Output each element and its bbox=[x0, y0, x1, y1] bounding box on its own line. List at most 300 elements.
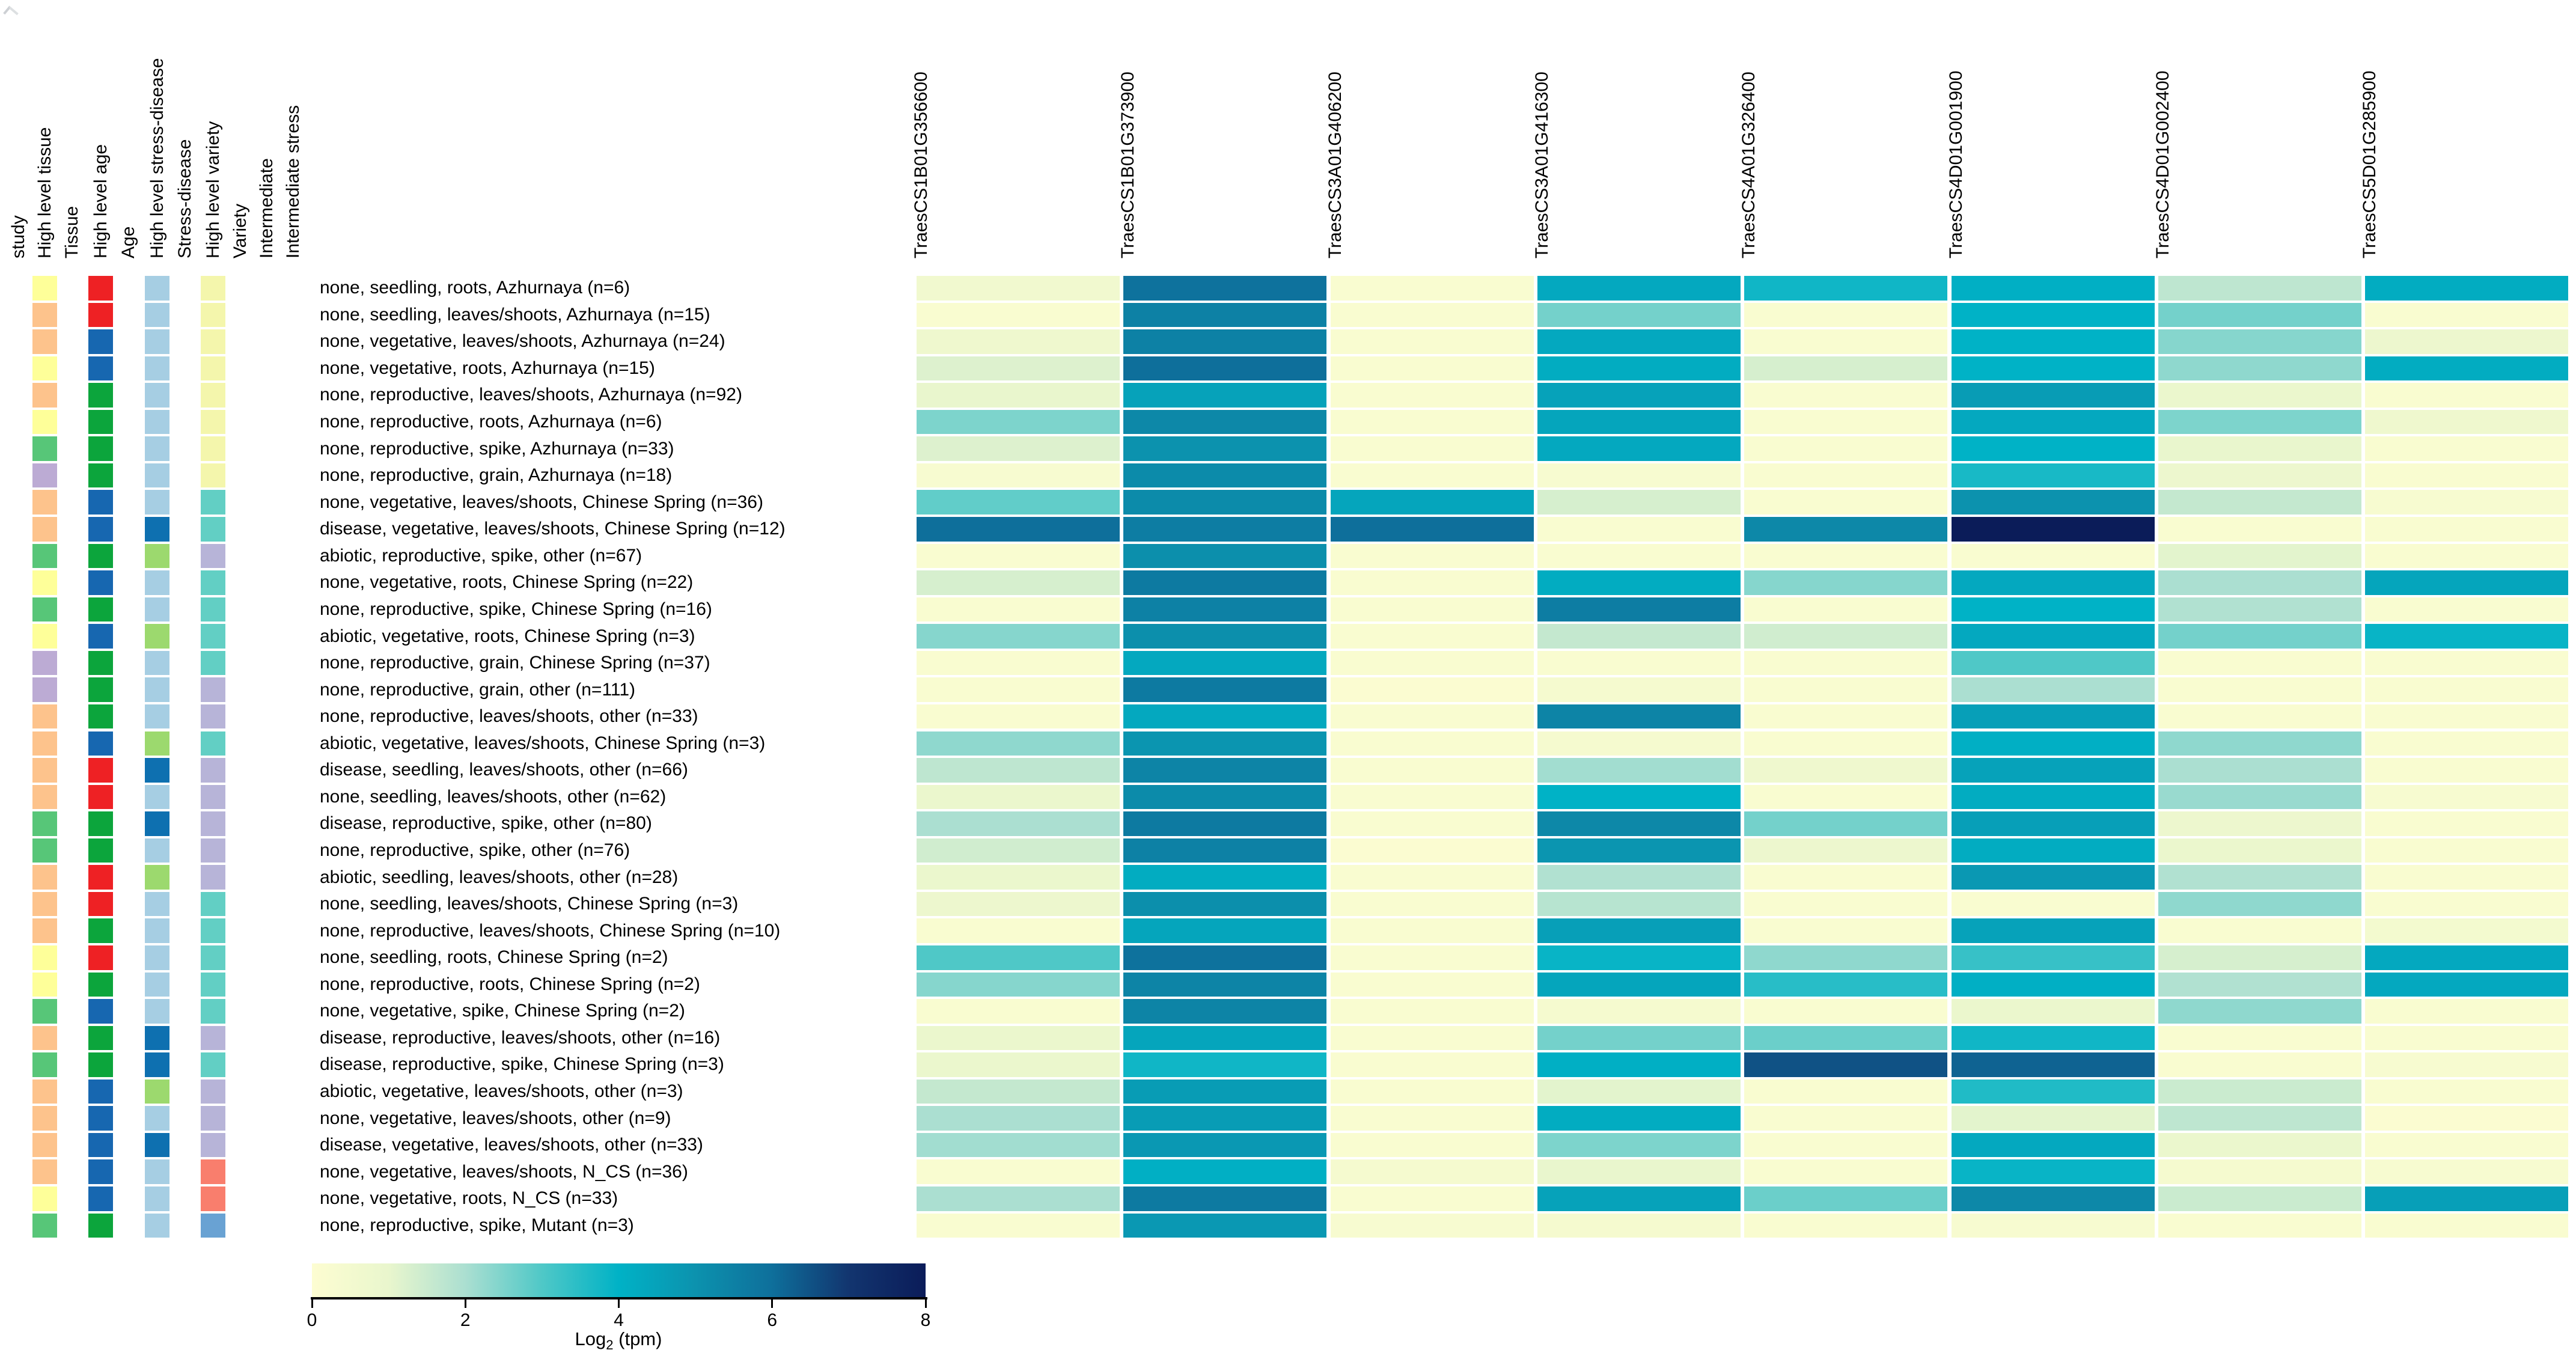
annotation-swatch-high-level-age bbox=[88, 490, 113, 515]
annotation-swatch-high-level-tissue bbox=[32, 1186, 57, 1211]
annotation-swatch-high-level-variety bbox=[201, 544, 225, 569]
heatmap-cell bbox=[1537, 329, 1741, 354]
heatmap-cell bbox=[1952, 892, 2155, 917]
annotation-swatch-high-level-age bbox=[88, 704, 113, 729]
heatmap-cell bbox=[1744, 1186, 1947, 1211]
heatmap-cell bbox=[1744, 1159, 1947, 1184]
annotation-swatch-high-level-tissue bbox=[32, 704, 57, 729]
heatmap-cell bbox=[1123, 276, 1326, 301]
heatmap-cell bbox=[1952, 517, 2155, 542]
colorbar-tick bbox=[771, 1297, 773, 1308]
heatmap-cell bbox=[917, 544, 1120, 569]
heatmap-cell bbox=[917, 1052, 1120, 1077]
heatmap-cell bbox=[2158, 1159, 2361, 1184]
heatmap-cell bbox=[1123, 1080, 1326, 1104]
heatmap-cell bbox=[1952, 436, 2155, 461]
heatmap-cell bbox=[2158, 383, 2361, 408]
annotation-swatch-high-level-age bbox=[88, 570, 113, 595]
row-label: disease, vegetative, leaves/shoots, Chinese Spring (n=12) bbox=[320, 519, 786, 539]
heatmap-cell bbox=[1537, 892, 1741, 917]
annotation-swatch-high-level-age bbox=[88, 1052, 113, 1077]
annotation-swatch-high-level-stress-disease bbox=[145, 651, 169, 676]
annotation-swatch-high-level-stress-disease bbox=[145, 624, 169, 649]
heatmap-cell bbox=[917, 1214, 1120, 1238]
heatmap-cell bbox=[1744, 945, 1947, 970]
annotation-swatch-high-level-age bbox=[88, 624, 113, 649]
heatmap-cell bbox=[2365, 329, 2568, 354]
heatmap-cell bbox=[1952, 945, 2155, 970]
heatmap-cell bbox=[1952, 1080, 2155, 1104]
heatmap-cell bbox=[1123, 329, 1326, 354]
annotation-swatch-high-level-tissue bbox=[32, 918, 57, 943]
annotation-swatch-high-level-age bbox=[88, 811, 113, 836]
annotation-swatch-high-level-age bbox=[88, 383, 113, 408]
heatmap-cell bbox=[1537, 463, 1741, 488]
annotation-swatch-high-level-variety bbox=[201, 999, 225, 1024]
heatmap-cell bbox=[1537, 490, 1741, 515]
heatmap-cell bbox=[1952, 463, 2155, 488]
annotation-column-label: Stress-disease bbox=[175, 139, 195, 258]
heatmap-cell bbox=[2158, 624, 2361, 649]
heatmap-cell bbox=[1952, 758, 2155, 783]
annotation-swatch-high-level-age bbox=[88, 731, 113, 756]
row-label: none, seedling, roots, Azhurnaya (n=6) bbox=[320, 278, 630, 298]
heatmap-cell bbox=[2158, 838, 2361, 863]
heatmap-cell bbox=[1744, 999, 1947, 1024]
annotation-swatch-high-level-age bbox=[88, 973, 113, 997]
heatmap-cell bbox=[2158, 276, 2361, 301]
heatmap-cell bbox=[1331, 838, 1534, 863]
heatmap-cell bbox=[1744, 517, 1947, 542]
row-label: none, vegetative, leaves/shoots, Azhurnaya (n=24) bbox=[320, 331, 725, 352]
annotation-swatch-high-level-stress-disease bbox=[145, 677, 169, 702]
annotation-swatch-high-level-variety bbox=[201, 1080, 225, 1104]
heatmap-cell bbox=[1331, 1133, 1534, 1158]
annotation-swatch-high-level-variety bbox=[201, 651, 225, 676]
heatmap-cell bbox=[1537, 303, 1741, 328]
annotation-swatch-high-level-stress-disease bbox=[145, 1080, 169, 1104]
heatmap-cell bbox=[1952, 1186, 2155, 1211]
colorbar-tick bbox=[618, 1297, 620, 1308]
heatmap-cell bbox=[1744, 785, 1947, 810]
heatmap-cell bbox=[1952, 651, 2155, 676]
annotation-swatch-high-level-variety bbox=[201, 276, 225, 301]
heatmap-cell bbox=[1537, 1106, 1741, 1131]
heatmap-cell bbox=[1123, 544, 1326, 569]
annotation-column-label: High level age bbox=[91, 144, 111, 258]
annotation-swatch-high-level-stress-disease bbox=[145, 329, 169, 354]
heatmap-cell bbox=[2158, 436, 2361, 461]
heatmap-cell bbox=[1331, 383, 1534, 408]
heatmap-cell bbox=[1744, 1080, 1947, 1104]
heatmap-cell bbox=[1123, 1106, 1326, 1131]
heatmap-cell bbox=[1537, 410, 1741, 435]
heatmap-cell bbox=[1952, 570, 2155, 595]
heatmap-cell bbox=[1744, 1214, 1947, 1238]
annotation-column-label: High level stress-disease bbox=[147, 58, 167, 258]
annotation-swatch-high-level-variety bbox=[201, 811, 225, 836]
heatmap-cell bbox=[1537, 570, 1741, 595]
annotation-swatch-high-level-tissue bbox=[32, 1026, 57, 1051]
row-label: disease, reproductive, leaves/shoots, other (n=16) bbox=[320, 1027, 721, 1048]
row-label: abiotic, vegetative, leaves/shoots, other (n=3) bbox=[320, 1081, 683, 1102]
row-label: abiotic, seedling, leaves/shoots, other (n=28) bbox=[320, 867, 679, 887]
annotation-swatch-high-level-tissue bbox=[32, 731, 57, 756]
heatmap-cell bbox=[2158, 892, 2361, 917]
heatmap-cell bbox=[917, 303, 1120, 328]
heatmap-cell bbox=[1952, 838, 2155, 863]
colorbar-tick-label: 2 bbox=[460, 1310, 471, 1330]
heatmap-cell bbox=[2158, 973, 2361, 997]
corner-artifact bbox=[3, 5, 19, 20]
row-label: none, reproductive, spike, Azhurnaya (n=33) bbox=[320, 438, 674, 459]
heatmap-cell bbox=[1123, 999, 1326, 1024]
heatmap-cell bbox=[1537, 811, 1741, 836]
annotation-swatch-high-level-stress-disease bbox=[145, 1133, 169, 1158]
heatmap-cell bbox=[1123, 811, 1326, 836]
annotation-swatch-high-level-age bbox=[88, 356, 113, 381]
annotation-swatch-high-level-stress-disease bbox=[145, 999, 169, 1024]
heatmap-cell bbox=[917, 999, 1120, 1024]
heatmap-cell bbox=[917, 356, 1120, 381]
annotation-swatch-high-level-tissue bbox=[32, 1080, 57, 1104]
annotation-swatch-high-level-age bbox=[88, 918, 113, 943]
heatmap-cell bbox=[2365, 410, 2568, 435]
heatmap-cell bbox=[2158, 677, 2361, 702]
row-label: none, vegetative, roots, N_CS (n=33) bbox=[320, 1188, 618, 1209]
heatmap-cell bbox=[1952, 597, 2155, 622]
row-label: none, reproductive, spike, Mutant (n=3) bbox=[320, 1215, 634, 1235]
row-label: abiotic, vegetative, leaves/shoots, Chinese Spring (n=3) bbox=[320, 733, 766, 753]
heatmap-cell bbox=[2365, 303, 2568, 328]
heatmap-cell bbox=[2158, 785, 2361, 810]
heatmap-cell bbox=[1331, 1052, 1534, 1077]
heatmap-cell bbox=[1744, 865, 1947, 890]
annotation-column-label: study bbox=[8, 215, 28, 258]
heatmap-cell bbox=[2158, 651, 2361, 676]
heatmap-cell bbox=[1123, 517, 1326, 542]
heatmap-cell bbox=[2365, 1052, 2568, 1077]
heatmap-cell bbox=[2365, 865, 2568, 890]
annotation-swatch-high-level-tissue bbox=[32, 624, 57, 649]
annotation-swatch-high-level-variety bbox=[201, 356, 225, 381]
annotation-swatch-high-level-age bbox=[88, 597, 113, 622]
gene-column-label: TraesCS1B01G356600 bbox=[911, 72, 931, 258]
heatmap-cell bbox=[1952, 704, 2155, 729]
heatmap-cell bbox=[2365, 463, 2568, 488]
annotation-swatch-high-level-age bbox=[88, 410, 113, 435]
heatmap-cell bbox=[1744, 624, 1947, 649]
annotation-swatch-high-level-tissue bbox=[32, 865, 57, 890]
annotation-swatch-high-level-variety bbox=[201, 1106, 225, 1131]
annotation-swatch-high-level-variety bbox=[201, 731, 225, 756]
colorbar-title bbox=[528, 1328, 709, 1353]
heatmap-cell bbox=[2158, 544, 2361, 569]
heatmap-cell bbox=[1952, 329, 2155, 354]
annotation-swatch-high-level-stress-disease bbox=[145, 811, 169, 836]
heatmap-cell bbox=[1123, 758, 1326, 783]
heatmap-cell bbox=[2365, 276, 2568, 301]
annotation-swatch-high-level-tissue bbox=[32, 517, 57, 542]
annotation-swatch-high-level-age bbox=[88, 892, 113, 917]
annotation-swatch-high-level-tissue bbox=[32, 999, 57, 1024]
heatmap-cell bbox=[1744, 436, 1947, 461]
heatmap-cell bbox=[1537, 517, 1741, 542]
annotation-swatch-high-level-stress-disease bbox=[145, 892, 169, 917]
heatmap-cell bbox=[917, 436, 1120, 461]
annotation-column-label: Variety bbox=[230, 203, 250, 258]
row-label: disease, vegetative, leaves/shoots, other (n=33) bbox=[320, 1135, 703, 1155]
annotation-swatch-high-level-variety bbox=[201, 865, 225, 890]
annotation-swatch-high-level-variety bbox=[201, 1026, 225, 1051]
annotation-swatch-high-level-tissue bbox=[32, 677, 57, 702]
colorbar-tick-label: 8 bbox=[920, 1310, 931, 1330]
colorbar-gradient bbox=[312, 1263, 926, 1298]
heatmap-cell bbox=[1123, 436, 1326, 461]
heatmap-cell bbox=[1952, 973, 2155, 997]
heatmap-cell bbox=[1952, 1159, 2155, 1184]
heatmap-cell bbox=[917, 570, 1120, 595]
heatmap-cell bbox=[1537, 945, 1741, 970]
heatmap-cell bbox=[1952, 410, 2155, 435]
heatmap-cell bbox=[1331, 811, 1534, 836]
annotation-swatch-high-level-tissue bbox=[32, 1106, 57, 1131]
heatmap-cell bbox=[917, 1133, 1120, 1158]
heatmap-cell bbox=[917, 410, 1120, 435]
heatmap-cell bbox=[1537, 1026, 1741, 1051]
heatmap-cell bbox=[2365, 1026, 2568, 1051]
annotation-swatch-high-level-stress-disease bbox=[145, 1214, 169, 1238]
annotation-swatch-high-level-stress-disease bbox=[145, 785, 169, 810]
row-label: none, reproductive, leaves/shoots, other (n=33) bbox=[320, 706, 698, 727]
annotation-swatch-high-level-variety bbox=[201, 303, 225, 328]
annotation-swatch-high-level-stress-disease bbox=[145, 597, 169, 622]
heatmap-cell bbox=[1331, 1106, 1534, 1131]
heatmap-cell bbox=[2365, 785, 2568, 810]
row-label: none, reproductive, spike, Chinese Spring (n=16) bbox=[320, 599, 712, 619]
heatmap-cell bbox=[2365, 1159, 2568, 1184]
heatmap-cell bbox=[1537, 276, 1741, 301]
heatmap-cell bbox=[1331, 570, 1534, 595]
annotation-swatch-high-level-tissue bbox=[32, 838, 57, 863]
heatmap-cell bbox=[1331, 704, 1534, 729]
heatmap-cell bbox=[1952, 1214, 2155, 1238]
heatmap-cell bbox=[2365, 811, 2568, 836]
annotation-swatch-high-level-variety bbox=[201, 918, 225, 943]
annotation-swatch-high-level-variety bbox=[201, 945, 225, 970]
annotation-swatch-high-level-tissue bbox=[32, 892, 57, 917]
heatmap-cell bbox=[1537, 918, 1741, 943]
annotation-swatch-high-level-age bbox=[88, 1106, 113, 1131]
heatmap-cell bbox=[917, 1106, 1120, 1131]
heatmap-cell bbox=[1744, 303, 1947, 328]
heatmap-cell bbox=[1537, 785, 1741, 810]
heatmap-cell bbox=[917, 811, 1120, 836]
annotation-swatch-high-level-age bbox=[88, 436, 113, 461]
row-label: none, vegetative, leaves/shoots, Chinese Spring (n=36) bbox=[320, 492, 763, 512]
row-label: none, reproductive, leaves/shoots, Azhurnaya (n=92) bbox=[320, 385, 742, 405]
heatmap-cell bbox=[1952, 1133, 2155, 1158]
gene-column-label: TraesCS4A01G326400 bbox=[1739, 72, 1759, 258]
heatmap-cell bbox=[1744, 918, 1947, 943]
heatmap-cell bbox=[1331, 436, 1534, 461]
heatmap-cell bbox=[1331, 973, 1534, 997]
heatmap-cell bbox=[1331, 918, 1534, 943]
annotation-swatch-high-level-age bbox=[88, 463, 113, 488]
colorbar-title-main: Log bbox=[575, 1328, 606, 1349]
heatmap-cell bbox=[1744, 838, 1947, 863]
gene-column-label: TraesCS3A01G406200 bbox=[1325, 72, 1345, 258]
row-label: abiotic, vegetative, roots, Chinese Spring (n=3) bbox=[320, 626, 695, 646]
annotation-swatch-high-level-variety bbox=[201, 1133, 225, 1158]
annotation-swatch-high-level-age bbox=[88, 758, 113, 783]
annotation-swatch-high-level-stress-disease bbox=[145, 356, 169, 381]
row-label: none, seedling, roots, Chinese Spring (n=2) bbox=[320, 947, 668, 968]
heatmap-cell bbox=[1952, 544, 2155, 569]
heatmap-cell bbox=[1123, 704, 1326, 729]
annotation-swatch-high-level-tissue bbox=[32, 1133, 57, 1158]
heatmap-cell bbox=[1537, 973, 1741, 997]
heatmap-cell bbox=[1123, 463, 1326, 488]
heatmap-cell bbox=[1331, 677, 1534, 702]
gene-column-label: TraesCS3A01G416300 bbox=[1531, 72, 1552, 258]
heatmap-cell bbox=[1952, 1106, 2155, 1131]
heatmap-cell bbox=[2158, 704, 2361, 729]
annotation-swatch-high-level-variety bbox=[201, 597, 225, 622]
annotation-swatch-high-level-tissue bbox=[32, 758, 57, 783]
heatmap-cell bbox=[2158, 597, 2361, 622]
heatmap-cell bbox=[1744, 1106, 1947, 1131]
heatmap-cell bbox=[1331, 597, 1534, 622]
annotation-column-label: Intermediate stress bbox=[283, 105, 303, 258]
heatmap-cell bbox=[2365, 838, 2568, 863]
heatmap-cell bbox=[2158, 999, 2361, 1024]
heatmap-cell bbox=[2365, 731, 2568, 756]
row-label: none, reproductive, grain, Chinese Spring (n=37) bbox=[320, 653, 710, 673]
annotation-swatch-high-level-age bbox=[88, 838, 113, 863]
heatmap-cell bbox=[1331, 329, 1534, 354]
annotation-swatch-high-level-tissue bbox=[32, 1214, 57, 1238]
annotation-swatch-high-level-tissue bbox=[32, 303, 57, 328]
annotation-swatch-high-level-tissue bbox=[32, 570, 57, 595]
row-label: none, reproductive, leaves/shoots, Chinese Spring (n=10) bbox=[320, 920, 781, 941]
row-label: none, vegetative, roots, Azhurnaya (n=15) bbox=[320, 358, 655, 378]
annotation-swatch-high-level-variety bbox=[201, 383, 225, 408]
annotation-swatch-high-level-age bbox=[88, 1186, 113, 1211]
heatmap-cell bbox=[2158, 356, 2361, 381]
heatmap-cell bbox=[1744, 544, 1947, 569]
heatmap-cell bbox=[1331, 758, 1534, 783]
heatmap-cell bbox=[1744, 463, 1947, 488]
heatmap-cell bbox=[1123, 973, 1326, 997]
heatmap-cell bbox=[1537, 677, 1741, 702]
heatmap-cell bbox=[2158, 758, 2361, 783]
heatmap-cell bbox=[2365, 999, 2568, 1024]
heatmap-cell bbox=[2365, 356, 2568, 381]
heatmap-cell bbox=[2365, 1214, 2568, 1238]
row-label: none, reproductive, grain, Azhurnaya (n=18) bbox=[320, 465, 673, 486]
heatmap-cell bbox=[1744, 410, 1947, 435]
heatmap-cell bbox=[1331, 731, 1534, 756]
heatmap-cell bbox=[1952, 624, 2155, 649]
heatmap-cell bbox=[2158, 945, 2361, 970]
row-label: none, vegetative, leaves/shoots, other (n=9) bbox=[320, 1108, 671, 1128]
heatmap-cell bbox=[1123, 1214, 1326, 1238]
annotation-swatch-high-level-tissue bbox=[32, 356, 57, 381]
heatmap-cell bbox=[2365, 1133, 2568, 1158]
annotation-swatch-high-level-tissue bbox=[32, 490, 57, 515]
row-label: disease, seedling, leaves/shoots, other (n=66) bbox=[320, 760, 688, 780]
heatmap-cell bbox=[1123, 1026, 1326, 1051]
row-label: none, reproductive, roots, Chinese Spring (n=2) bbox=[320, 974, 700, 994]
heatmap-cell bbox=[1331, 892, 1534, 917]
heatmap-cell bbox=[917, 624, 1120, 649]
annotation-column-label: High level tissue bbox=[35, 127, 55, 258]
heatmap-cell bbox=[1952, 490, 2155, 515]
heatmap-cell bbox=[1744, 811, 1947, 836]
annotation-swatch-high-level-age bbox=[88, 1026, 113, 1051]
heatmap-cell bbox=[1537, 383, 1741, 408]
heatmap-cell bbox=[2365, 517, 2568, 542]
annotation-swatch-high-level-stress-disease bbox=[145, 490, 169, 515]
annotation-swatch-high-level-tissue bbox=[32, 410, 57, 435]
heatmap-cell bbox=[917, 517, 1120, 542]
heatmap-cell bbox=[2158, 410, 2361, 435]
heatmap-cell bbox=[1123, 356, 1326, 381]
heatmap-cell bbox=[1744, 570, 1947, 595]
heatmap-cell bbox=[1331, 544, 1534, 569]
colorbar-tick-label: 6 bbox=[767, 1310, 778, 1330]
heatmap-cell bbox=[1123, 945, 1326, 970]
annotation-swatch-high-level-age bbox=[88, 945, 113, 970]
heatmap-cell bbox=[1123, 1186, 1326, 1211]
heatmap-cell bbox=[1744, 597, 1947, 622]
heatmap-cell bbox=[1537, 1133, 1741, 1158]
annotation-swatch-high-level-stress-disease bbox=[145, 463, 169, 488]
annotation-swatch-high-level-stress-disease bbox=[145, 731, 169, 756]
heatmap-cell bbox=[1952, 356, 2155, 381]
heatmap-cell bbox=[2158, 517, 2361, 542]
heatmap-cell bbox=[1331, 303, 1534, 328]
annotation-swatch-high-level-tissue bbox=[32, 1159, 57, 1184]
heatmap-cell bbox=[1123, 410, 1326, 435]
heatmap-cell bbox=[917, 490, 1120, 515]
annotation-swatch-high-level-variety bbox=[201, 973, 225, 997]
colorbar-tick-label: 0 bbox=[307, 1310, 317, 1330]
row-label: none, reproductive, roots, Azhurnaya (n=6) bbox=[320, 412, 662, 432]
heatmap-cell bbox=[1952, 731, 2155, 756]
heatmap-cell bbox=[1744, 490, 1947, 515]
heatmap-cell bbox=[2365, 490, 2568, 515]
heatmap-cell bbox=[1331, 1214, 1534, 1238]
heatmap-cell bbox=[2365, 677, 2568, 702]
heatmap-cell bbox=[1123, 624, 1326, 649]
annotation-swatch-high-level-stress-disease bbox=[145, 1186, 169, 1211]
heatmap-cell bbox=[2365, 544, 2568, 569]
annotation-swatch-high-level-age bbox=[88, 1159, 113, 1184]
heatmap-cell bbox=[1744, 356, 1947, 381]
heatmap-cell bbox=[1123, 677, 1326, 702]
heatmap-cell bbox=[1952, 865, 2155, 890]
heatmap-cell bbox=[917, 1026, 1120, 1051]
heatmap-cell bbox=[1537, 436, 1741, 461]
colorbar-tick bbox=[465, 1297, 466, 1308]
heatmap-cell bbox=[1744, 704, 1947, 729]
heatmap-cell bbox=[2158, 329, 2361, 354]
heatmap-cell bbox=[1537, 1159, 1741, 1184]
annotation-swatch-high-level-age bbox=[88, 651, 113, 676]
heatmap-cell bbox=[1744, 731, 1947, 756]
